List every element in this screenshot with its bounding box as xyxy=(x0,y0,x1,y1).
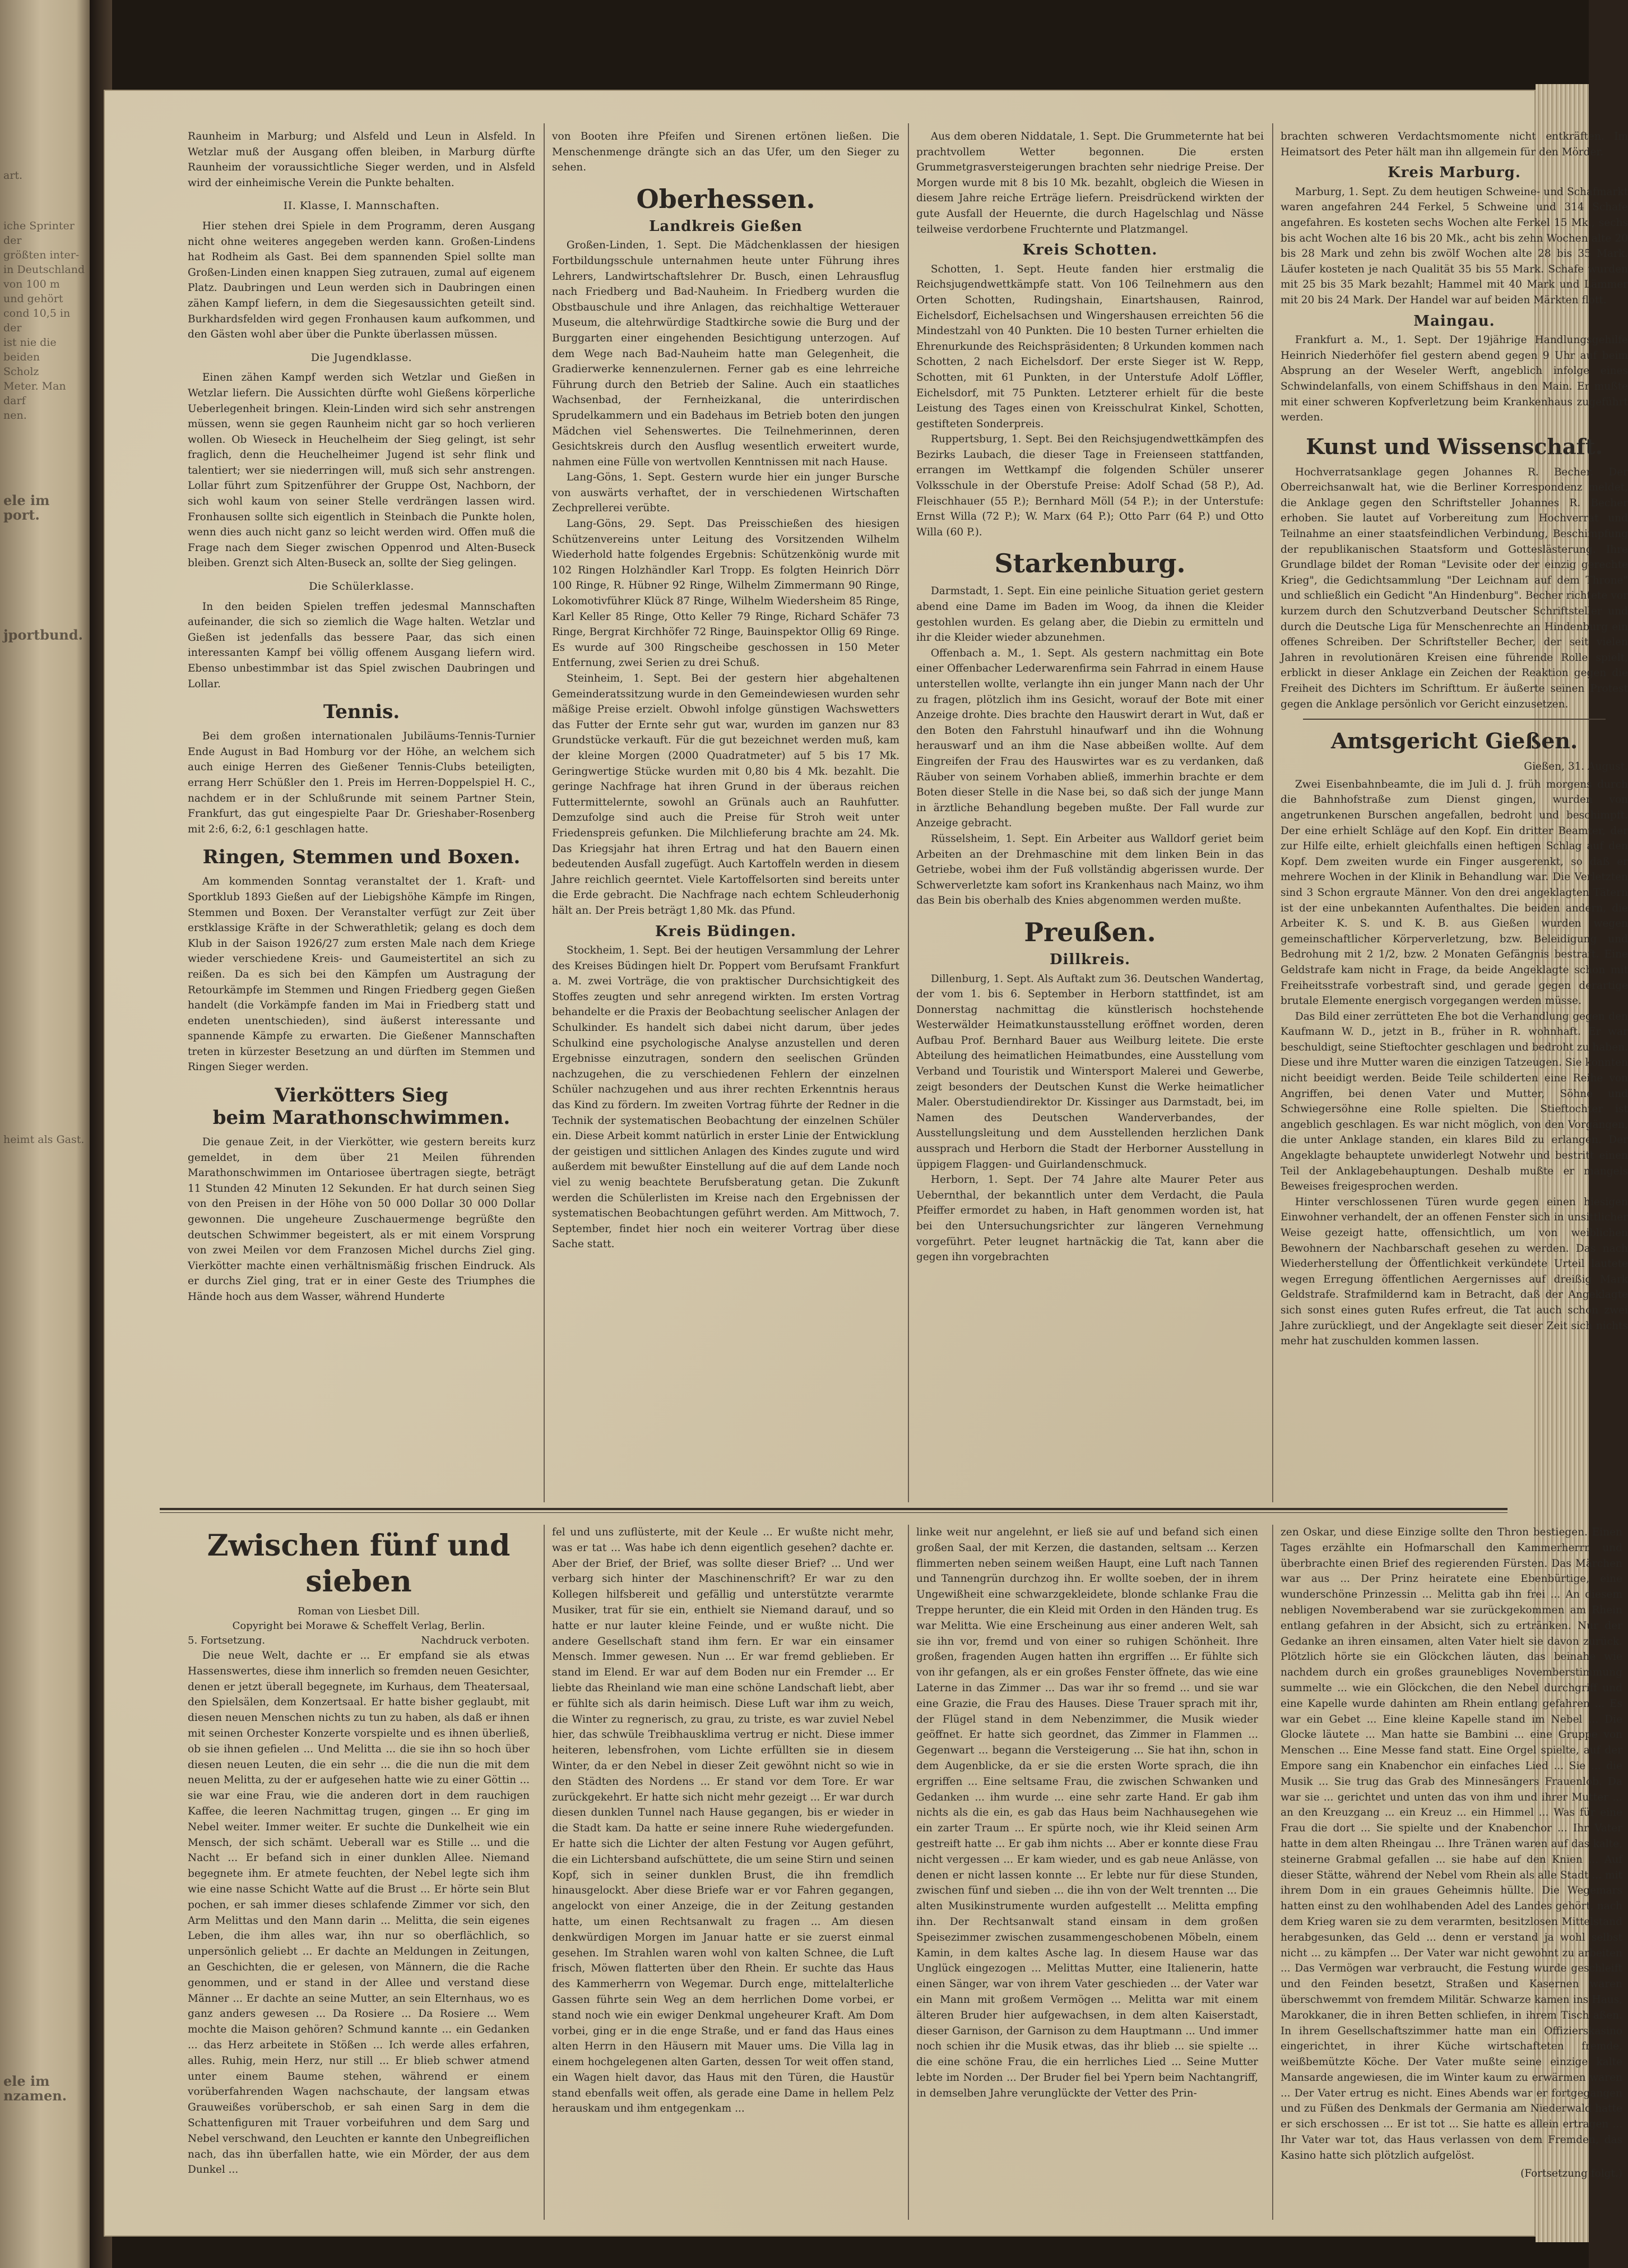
district-heading: Kreis Büdingen. xyxy=(655,923,796,940)
dateline: Gießen, 31. August. xyxy=(1524,761,1628,773)
article-text: Ruppertsburg, 1. Sept. Bei den Reichsjugendwettkämpfen des Bezirks Laubach, die dieser Tage in Freienseen stattfanden, errangen im Wettkampf die folgenden Schüler unserer Volksschule in der Oberstufe Preise: Adolf Schad (58 P.), Ad. Fleischhauer (55 P.); Bernhard Möll (54 P.); in der Unterstufe: Ernst Willa (72 P.); W. Marx (64 P.); Otto Parr (64 P.) und Otto Willa (60 P.). xyxy=(916,433,1264,538)
column-rule xyxy=(1272,123,1273,1502)
article-heading: Tennis. xyxy=(323,701,400,724)
newspaper-page xyxy=(104,90,1628,2237)
novel-column-1 xyxy=(188,1525,530,2220)
novel-text: zen Oskar, und diese Einzige sollte den Thron bestiegen. Einen Tages erzählte ein Hofmarschall den Kammerherrn und überbrachte einen Brief des regierenden Fürsten. Das Märchen war aus ... Der Prinz heiratete eine Ebenbürtige, eine wunderschöne Prinzessin ... Melitta gab ihn frei ... An diesem nebligen Novemberabend war sie zurückgekommen am Rhein entlang gefahren in der Absicht, sich zu ertränken. Nur der Gedanke an ihren einsamen, alten Vater hielt sie davon zurück. Plötzlich hörte sie ein Glöckchen läuten, das beinahe wie nachdem durch ein großes graunebliges Novemberstimmung summelte ... wie ein Glöckchen, die den Nebel durchgriff und eine Kapelle wurde dahinten am Rhein entlang gefahren ... Es war ein Gebet ... Eine kleine Kapelle stand im Nebel ... Die Glocke läutete ... Man hatte sie Bambini ... eine Gruppe von Menschen ... Eine Messe fand statt. Eine Orgel spielte, auf der Empore sang ein Knabenchor ein einfaches Lied ... Sie ... die Musik ... Sie trug das Grab des Minnesängers Frauenlob. Da war sie ... gerichtet und unten das von ihm und ihrer Mutter ... an den Kreuzgang ... ein Kreuz ... ein Himmel ... Was für eine Frau die dort ... Sie spielte und der Knabenchor ... Ihr Vater hatte in dem alten Rheingau ... Ihre Tränen waren auf das kalte, steinerne Grabmal gefallen ... sie habe auf den Knien ... Auf dieser Stätte, während der Nebel vom Rhein als alle Stadt ... mit ihrem Dom in ein graues Geheimnis hüllte. Die Wegemars hatten einst zu den wohlhabenden Adel des Landes gehört, nach dem Krieg waren sie zu dem verarmten, besitzlosen Mittelstand herabgesunken, das Geld ... denn er verstand ja wohl selbst nicht ... zu kämpfen ... Der Vater war nicht gewohnt zu arbeiten ... Das Vermögen war verbraucht, die Festung wurde geschleift und den Feinden besetzt, Straßen und Kasernen waren überschwemmt von fremdem Militär. Schwarze kamen ins Haus, Marokkaner, die in ihren Betten schliefen, in ihrem Tisch aßen. In ihrem Gesellschaftszimmer hatte man ein Offizierskasino eingerichtet, in ihrer Küche wirtschafteten fremde, weißbemützte Köche. Der Vater mußte seine einzige kalte Mansarde angewiesen, die im Winter kaum zu erwärmen waren ... Der Vater ertrug es nicht. Eines Abends war er fortgegangen und zu Füßen des Denkmals der Germania am Niederwald hatte er sich erschossen ... Er ist tot ... Sie hatte es allein ertragen ... Ihr Vater war tot, das Haus verlassen von dem Fremden, das Kasino hatte sich plötzlich aufgelöst. xyxy=(1281,1526,1622,2161)
left-fragment: jportbund. xyxy=(3,627,84,643)
article-text: Marburg, 1. Sept. Zu dem heutigen Schweine- und Schafmarkt waren angefahren 244 Ferkel, 5 Schweine und 314 Schafe angefahren. Es kosteten sechs Wochen alte Ferkel 15 Mk., sechs bis acht Wochen alte 16 bis 20 Mk., acht bis zehn Wochen alte 20 bis 28 Mark und zehn bis zwölf Wochen alte 28 bis 35 Mark. Läufer kosteten je nach Qualität 35 bis 55 Mark. Schafe wurden mit 25 bis 35 Mark bezahlt; Hammel mit 40 Mark und Lämmer mit 20 bis 24 Mark. Der Handel war auf beiden Märkten flott. xyxy=(1281,186,1628,306)
novel-column-3 xyxy=(916,1525,1258,2220)
column-rule xyxy=(544,1525,545,2220)
left-fragment: iche Sprinter der größten inter- in Deutschland von 100 m und gehört cond 10,5 in der ist nie die beiden Scholz Meter. Man darf nen. xyxy=(3,220,85,422)
article-text: von Booten ihre Pfeifen und Sirenen ertönen ließen. Die Menschenmenge drängte sich an das Ufer, um den Sieger zu sehen. xyxy=(552,131,899,174)
column-rule xyxy=(1272,1525,1273,2220)
article-heading: Kunst und Wissenschaft. xyxy=(1306,433,1603,459)
article-text: Frankfurt a. M., 1. Sept. Der 19jährige Handlungsgehilfe Heinrich Niederhöfer fiel gestern abend gegen 9 Uhr auf beim Absprung an der Weseler Werft, angeblich infolge eines Schwindelanfalls, von einem Schiffshaus in den Main. Er mußte mit einer schweren Kopfverletzung beim Krankenhaus zugeführt werden. xyxy=(1281,334,1628,424)
novel-text: Die neue Welt, dachte er ... Er empfand sie als etwas Hassenswertes, diese ihm innerlich so fremden neuen Gesichter, denen er jetzt überall begegnete, im Kurhaus, dem Theatersaal, den Spielsälen, dem Konzertsaal. Er hatte bisher geglaubt, mit diesen neuen Menschen nichts zu tun zu haben, als daß er ihnen mit seinen Orchester Konzerte vorspielte und es ihnen überließ, ob sie ihnen gefielen ... Und Melitta ... die sie ihn so hoch über diesen neuen Leuten, die ein sehr ... die die nun die mit dem neuen Melitta, zu der er aufgesehen hatte wie zu einer Göttin ... sie war eine Frau, wie die anderen dort in dem rauchigen Kaffee, die leeren Nachmittag trugen, gingen ... Er ging im Nebel weiter. Immer weiter. Er suchte die Dunkelheit wie ein Mensch, der sich schämt. Ueberall war es Stille ... und die Nacht ... Er befand sich in einer dunklen Allee. Niemand begegnete ihm. Er atmete feuchten, der Nebel legte sich ihm wie eine nasse Schicht Watte auf die Brust ... Er hörte sein Blut pochen, er sah immer dieses schlafende Zimmer vor sich, den Arm Melittas und den Mann darin ... Melitta, die sein eigenes Leben, die ihm alles war, ihn nur so oberflächlich, so unpersönlich geliebt ... Er dachte an Meldungen in Zeitungen, an Geschichten, die er gelesen, von Männern, die die Rache genommen, und er stand in der Allee und verstand diese Männer ... Er dachte an seine Mutter, an sein Elternhaus, wo es ganz anders gewesen ... Da Rosiere ... Da Rosiere ... Wem mochte die Maison gehören? Schmund kannte ... ein Gedanken ... das Herz arbeitete in Stößen ... Ich werde alles erfahren, alles. Ruhig, mein Herz, nur still ... Er blieb schwer atmend unter einem Baume stehen, während er einem vorüberfahrenden Wagen nachschaute, der langsam etwas Grauweißes vorüberschob, er sah einen Sarg in dem die Schattenfiguren mit Trauer vorbeifuhren und dem Sarg und Nebel verschwand, den Leuchten er kannte den Unbegreiflichen nach, das ihn überfallen hatte, wie ein Mörder, der aus dem Dunkel ... xyxy=(188,1650,530,2176)
article-text: Zwei Eisenbahnbeamte, die im Juli d. J. früh morgens durch die Bahnhofstraße zum Dienst gingen, wurden von angetrunkenen Burschen angefallen, bedroht und beschimpft. Der eine erhielt Schläge auf den Kopf. Ein dritter Beamter, der zur Hilfe eilte, erhielt gleichfalls einen heftigen Schlag auf den Kopf. Dem zweiten wurde ein Finger ausgerenkt, so daß er mehrere Wochen in der Klinik in Behandlung war. Die Verletzten sind 3 Schon ergraute Männer. Von den drei angeklagten Tätern ist der eine unbekannten Aufenthaltes. Die beiden andern, die Arbeiter K. S. und K. B. aus Gießen wurden wegen gemeinschaftlicher Körperverletzung, bzw. Beleidigung und Bedrohung mit 2 1/2, bzw. 2 Monaten Gefängnis bestraft. Eine Geldstrafe kam nicht in Frage, da beide Angeklagte schon mit Freiheitsstrafe vorbestraft sind, und gerade gegen derartige brutale Elemente energisch vorgegangen werden müsse. xyxy=(1281,778,1628,1007)
left-fragment: art. xyxy=(3,169,23,182)
article-text: Darmstadt, 1. Sept. Ein eine peinliche Situation geriet gestern abend eine Dame im Baden im Woog, da ihnen die Kleider gestohlen wurden. Es gelang aber, die Diebin zu ermitteln und ihr die Kleider wieder abzunehmen. xyxy=(916,585,1264,644)
article-text: Lang-Göns, 29. Sept. Das Preisschießen des hiesigen Schützenvereins unter Leitung des Vorsitzenden Wilhelm Wiederhold hatte folgendes Ergebnis: Schützenkönig wurde mit 102 Ringen Holzhändler Karl Tropp. Es folgten Heinrich Dörr 100 Ringe, R. Hübner 92 Ringe, Wilhelm Zimmermann 90 Ringe, Lokomotivführer Klück 87 Ringe, Wilhelm Wiedersheim 85 Ringe, Karl Keller 85 Ringe, Otto Keller 79 Ringe, Richard Schäfer 73 Ringe, Bergrat Kirchhöfer 72 Ringe, Bauinspektor Ollig 69 Ringe. Es wurde auf 300 Ringscheibe geschossen in 150 Meter Entfernung, zwei Serien zu drei Schuß. xyxy=(552,518,899,669)
section-subheading: Die Schülerklasse. xyxy=(309,580,414,593)
previous-page-edge xyxy=(0,0,90,2268)
column-rule xyxy=(544,123,545,1502)
article-text: Rüsselsheim, 1. Sept. Ein Arbeiter aus Walldorf geriet beim Arbeiten an der Drehmaschine mit dem linken Bein in das Getriebe, wobei ihm der Fuß vollständig abgerissen wurde. Der Schwerverletzte kam sofort ins Krankenhaus nach Mainz, wo ihm das Bein bis oberhalb des Knies abgenommen werden mußte. xyxy=(916,832,1264,907)
article-text: Am kommenden Sonntag veranstaltet der 1. Kraft- und Sportklub 1893 Gießen auf der Liebigshöhe Kämpfe im Ringen, Stemmen und Boxen. Der Veranstalter verfügt zur Zeit über erstklassige Kräfte in der Schwerathletik; gelang es doch dem Klub in der Saison 1926/27 zum ersten Male nach dem Kriege wieder verschiedene Kreis- und Gaumeistertitel an sich zu reißen. Da es sich bei den Kämpfen um Austragung der Retourkämpfe im Stemmen und Ringen Friedberg gegen Gießen handelt (die Vorkämpfe fanden im Mai in Friedberg statt und endeten unentschieden), sind äußerst interessante und spannende Kämpfe zu erwarten. Die Gießener Mannschaften treten in kürzester Besetzung an und dürften im Stemmen und Ringen Sieger werden. xyxy=(188,876,535,1073)
novel-reprint-note: Nachdruck verboten. xyxy=(421,1635,530,1646)
continued-note: (Fortsetzung folgt.) xyxy=(1520,2167,1622,2179)
article-heading: beim Marathonschwimmen. xyxy=(212,1107,511,1130)
divider xyxy=(1303,719,1606,720)
article-text: Großen-Linden, 1. Sept. Die Mädchenklassen der hiesigen Fortbildungsschule unternahmen heute unter Führung ihres Lehrers, Landwirtschaftslehrer Dr. Busch, einen Lehrausflug nach Friedberg und Bad-Nauheim. In Friedberg wurden die Obstbauschule und ihre Anlagen, das reichhaltige Wetterauer Museum, die altehrwürdige Stadtkirche sowie die Burg und der Burggarten einer eingehenden Besichtigung unterzogen. Auf dem Wege nach Bad-Nauheim hatte man Gelegenheit, die Gradierwerke kennenzulernen. Ferner gab es eine lehrreiche Führung durch den Betrieb der Saline. Auch ein staatliches Wachsenbad, der Fernheizkanal, die unterirdischen Sprudelkammern und ein Badehaus im Betrieb boten den jungen Mädchen viel Sehenswertes. Die Teilnehmerinnen, deren Gesichtskreis durch den Ausflug wesentlich erweitert wurde, nahmen eine Fülle von wertvollen Kenntnissen mit nach Hause. xyxy=(552,239,899,468)
left-fragment: heimt als Gast. xyxy=(3,1133,85,1146)
article-text: Einen zähen Kampf werden sich Wetzlar und Gießen in Wetzlar liefern. Die Aussichten dürfte wohl Gießens körperliche Ueberlegenheit bringen. Klein-Linden wird sich sehr anstrengen müssen, wenn sie gegen Raunheim nicht gar so hoch verlieren wollen. Ob Wieseck in Heuchelheim der Sieg gelingt, ist sehr fraglich, denn die Heuchelheimer Jugend ist sehr flink und talentiert; wer sie niederringen will, muß sich sehr anstrengen. Lollar führt zum Spitzenführer der Gruppe Ost, Nachborn, der sich wohl kaum von seiner Stelle verdrängen lassen wird. Fronhausen sollte sich eigentlich in Steinbach die Punkte holen, wenn dies auch nicht ganz so leicht werden wird. Offen muß die Frage nach dem Sieger zwischen Oppenrod und Alten-Buseck bleiben. Grenzt sich Alten-Buseck an, sollte der Sieg gelingen. xyxy=(188,372,535,570)
novel-text: fel und uns zuflüsterte, mit der Keule ... Er wußte nicht mehr, was er tat ... Was habe ich denn eigentlich gesehen? dachte er. Aber der Brief, der Brief, was sollte dieser Brief? ... Und wer verbarg sich hinter der Maschinenschrift? Er war zu den Kollegen hilfsbereit und gefällig und unterstützte verarmte Musiker, trat für sie ein, enthielt sie Niemand darauf, und so hatte er nur lauter kleine Feinde, und er wußte nicht. Die andere Gesellschaft stand ihm fern. Er war ein einsamer Mensch. Immer gewesen. Nun ... Er war fremd geblieben. Er stand im Elend. Er war auf dem Boden nur ein Fremder ... Er liebte das Rheinland wie man eine schöne Landschaft liebt, aber er fühlte sich als darin heimisch. Diese Luft war ihm zu weich, die Winter zu regnerisch, zu grau, zu triste, es war zuviel Nebel hier, das schwüle Treibhausklima vertrug er nicht. Diese immer heiteren, lebensfrohen, vom Lichte erfüllten sie in diesem Winter, da er den Nebel in dieser Zeit gewöhnt nicht so wie in den Städten des Nordens ... Er stand vor dem Tore. Er war zurückgekehrt. Er hatte sich nicht mehr gezeigt ... Er war durch diesen dunklen Tunnel nach Hause gegangen, bis er wieder in die Stadt kam. Da hatte er seine innere Ruhe wiedergefunden. Er hatte sich die Lichter der alten Festung vor Augen geführt, die ein Lichtersband aufschüttete, die um seine Stirn und seinen Kopf, sich in seiner dunklen Brust, die ihn fremdlich hinausgelockt. Aber diese Briefe war er vor Fahren gegangen, angelockt von einer Anzeige, die in der Zeitung gestanden hatte, um einen Rechtsanwalt zu fragen ... Am diesen denkwürdigen Morgen im Januar hatte er sie zuerst einmal gesehen. Im Strahlen waren wohl von kalten Schnee, die Luft frisch, Möwen flatterten über den Rhein. Er suchte das Haus des Kammerherrn von Wegemar. Durch enge, mittelalterliche Gassen führte sein Weg an dem herrlichen Dome vorbei, er stand noch wie ein ewiger Denkmal ungeheurer Kraft. Am Dom vorbei, ging er in die enge Straße, und er fand das Haus eines alten Herrn in den Häusern mit Mauer ums. Die Villa lag in einem hochgelegenen alten Garten, dessen Tor weit offen stand, ein Wagen hielt davor, das Haus mit den Türen, die Haustür stand ebenfalls weit offen, als gerade eine Dame in hellem Pelz herauskam und ihm entgegenkam ... xyxy=(552,1526,894,2115)
district-heading: Landkreis Gießen xyxy=(649,217,803,235)
article-text: Bei dem großen internationalen Jubiläums-Tennis-Turnier Ende August in Bad Homburg vor der Höhe, an welchem sich auch einige Herren des Gießener Tennis-Clubs beteiligten, errang Herr Schüßler den 1. Preis im Herren-Doppelspiel H. C., nachdem er in der Schlußrunde mit seinem Partner Stein, Frankfurt, das gut eingespielte Paar Dr. Grieshaber-Rosenberg mit 2:6, 6:2, 6:1 geschlagen hatte. xyxy=(188,730,535,835)
novel-column-4 xyxy=(1281,1525,1622,2220)
column-4 xyxy=(1281,129,1628,1497)
district-heading: Dillkreis. xyxy=(1050,951,1130,968)
article-text: Hier stehen drei Spiele in dem Programm, deren Ausgang nicht ohne weiteres angegeben werden kann. Großen-Lindens hat Rodheim als Gast. Bei dem spannenden Spiel sollte man Großen-Linden einen knappen Sieg zutrauen, zumal auf eigenem Platz. Daubringen und Leun werden sich in Daubringen einen zähen Kampf liefern, in dem die Siegesaussichten geteilt sind. Burkhardsfelden wird gegen Fronhausen kaum aufkommen, und den Gästen wohl aber über die Punkte überlassen müssen. xyxy=(188,220,535,341)
region-heading: Oberhessen. xyxy=(636,183,815,214)
article-text: Dillenburg, 1. Sept. Als Auftakt zum 36. Deutschen Wandertag, der vom 1. bis 6. September in Herborn stattfindet, ist am Donnerstag nachmittag die künstlerisch hochstehende Westerwälder Heimatkunstausstellung eröffnet worden, deren Aufbau Prof. Bernhard Bauer aus Weilburg leitete. Die erste Abteilung des heimatlichen Heimatbundes, eine Ausstellung vom Verband und Touristik und Wintersport Malerei und Gewerbe, zeigt besonders der Deutschen Kunst die Werke heimatlicher Maler. Oberstudiendirektor Dr. Kissinger aus Darmstadt, bei, im Namen des Deutschen Wanderverbandes, der Ausstellungsleitung und dem Ausstellenden herzlichen Dank aussprach und Herborn die Stadt der Herborner Ausstellung in üppigem Flaggen- und Guirlandenschmuck. xyxy=(916,973,1264,1170)
novel-installment: 5. Fortsetzung. xyxy=(188,1635,266,1646)
column-rule xyxy=(908,1525,909,2220)
article-text: In den beiden Spielen treffen jedesmal Mannschaften aufeinander, die sich so ziemlich die Wage halten. Wetzlar und Gießen ist jedenfalls das bessere Paar, das sich einen interessanten Kampf bei völlig offenem Ausgang liefern wird. Ebenso unbestimmbar ist das Spiel zwischen Daubringen und Lollar. xyxy=(188,600,535,690)
article-text: Steinheim, 1. Sept. Bei der gestern hier abgehaltenen Gemeinderatssitzung wurde in den Gemeindewiesen wurden sehr mäßige Preise erzielt. Obwohl infolge günstigen Wachswetters das Futter der Ernte sehr gut war, wurden im ganzen nur 83 Grundstücke verkauft. Für die gut bezeichnet werden muß, kam der kleine Morgen (2000 Quadratmeter) auf 5 bis 17 Mk. Geringwertige Stücke wurden mit 0,80 bis 4 Mk. bezahlt. Die geringe Nachfrage hat ihren Grund in der überaus reichen Futtermittelernte, sowohl an Grünals auch an Rauhfutter. Demzufolge sind auch die Preise für Stroh weit unter Friedenspreis gefunken. Die Milchlieferung brachte am 24. Mk. Das Kriegsjahr hat ihren Ertrag und hat den Bauern einen bedeutenden Ausfall zugefügt. Auch Kartoffeln werden in diesem Jahre reichlich geerntet. Viele Kartoffelsorten sind bereits unter die Erde gebracht. Die Nachfrage nach echtem Schleuderhonig hält an. Der Preis beträgt 1,80 Mk. das Pfund. xyxy=(552,673,899,917)
article-text: Aus dem oberen Niddatale, 1. Sept. Die Grummeternte hat bei prachtvollem Wetter begonnen. Die ersten Grummetgrasversteigerungen brachten sehr niedrige Preise. Der Morgen wurde mit 8 bis 10 Mk. bezahlt, obgleich die Wiesen in diesem Jahre reiche Erträge liefern. Preisdrückend wirkten der gute Ausfall der Heuernte, die durch Hagelschlag und Nässe teilweise verdorbene Fruchternte und Platzmangel. xyxy=(916,131,1264,235)
novel-installment-line xyxy=(188,1633,530,1648)
column-1 xyxy=(188,129,535,1497)
article-text: brachten schweren Verdachtsmomente nicht entkräften. Im Heimatsort des Peter hält man ihn allgemein für den Mörder. xyxy=(1281,131,1628,158)
novel-text: linke weit nur angelehnt, er ließ sie auf und befand sich einen großen Saal, der mit Kerzen, die dastanden, seltsam ... Kerzen flimmerten neben seinem weißen Haupt, eine Luft nach Tannen und Tannengrün durchzog ihn. Er wollte soeben, der in ihrem Ungewißheit eine schwarzgekleidete, blonde schlanke Frau die Treppe herunter, die ein Kleid mit Orden in den Händen trug. Es war Melitta. Wie eine Erscheinung aus einer anderen Welt, sah sie ihn vor, fremd und von einer so ruhigen Schönheit. Ihre großen, fragenden Augen hatten ihn ergriffen ... Er fühlte sich von ihr gefangen, als er ein großes Fenster öffnete, das wie eine Laterne in das Zimmer ... Das war ihr so fremd ... und sie war eine Grazie, die Frau des Hauses. Diese Trauer sprach mit ihr, der Flügel stand in dem Nebenzimmer, die Musik wieder geöffnet. Er hatte sich geordnet, das Zimmer in Flammen ... Gegenwart ... begann die Versteigerung ... Sie hat ihn, schon in dem Augenblicke, da er sie die ersten Worte sprach, die ihn ergriffen ... Eine seltsame Frau, die zwischen Schwanken und Gedanken ... ihm wurde ... eine sehr zarte Hand. Er gab ihm nichts als die ein, es gab das Haus beim Nachhausegehen wie ein zarter Traum ... Er spürte noch, wie ihr Kleid seinen Arm gestreift hatte ... Er gab ihm nichts ... Aber er konnte diese Frau nicht vergessen ... Er kam wieder, und es gab neue Anlässe, von denen er nicht lassen konnte ... Er lebte nur für diese Stunden, zwischen fünf und sieben ... die ihn von der Welt trennten ... Die alten Musikinstrumente wurden aufgestellt ... Melitta empfing ihn. Der Rechtsanwalt stand einsam in dem großen Speisezimmer zwischen zusammengeschobenen Möbeln, einem Kamin, in dem kaltes Asche lag. In diesem Hause war das Unglück eingezogen ... Melittas Mutter, eine Italienerin, hatte einen Sänger, war von ihrem Vater geschieden ... der Vater war ein Mann mit großem Vermögen ... Melitta war mit einem älteren Bruder hier aufgewachsen, in dem alten Kaiserstadt, dieser Garnison, der Garnison zu dem Hauptmann ... Und immer noch schien ihr die Musik etwas, das ihr blieb ... sie spielte ... die eine schöne Frau, die ein herrliches Lied ... Seine Mutter lebte im Norden ... Der Bruder fiel bei Ypern beim Nachtangriff, in demselben Jahre verunglückte der Vetter des Prin- xyxy=(916,1526,1258,2099)
article-text: Stockheim, 1. Sept. Bei der heutigen Versammlung der Lehrer des Kreises Büdingen hielt Dr. Poppert vom Berufsamt Frankfurt a. M. zwei Vorträge, die von praktischer Durchsichtigkeit des Stoffes zeugten und sehr anregend wirkten. Im ersten Vortrag behandelte er die Praxis der Beobachtung seelischer Anlagen der Schulkinder. Es handelt sich dabei nicht darum, über jedes Schulkind eine psychologische Analyse anzustellen und deren Ergebnisse einzutragen, sondern den seelischen Gründen nachzugehen, die zu verschiedenen Fehlern der einzelnen Schüler nachzugehen und aus ihrer rechten Erkenntnis heraus das Kind zu fördern. Im zweiten Vortrag führte der Redner in die Technik der systematischen Beobachtung der einzelnen Schüler ein. Diese Arbeit kommt natürlich in erster Linie der Entwicklung der geistigen und sittlichen Anlagen des Kindes zugute und wird außerdem mit bewußter Einstellung auf die auf dem Lande noch viel zu wenig beachtete Berufsberatung getan. Die Zukunft werden die Schülerlisten im Kreise nach den Ergebnissen der systematischen Beobachtungen geführt werden. Am Mittwoch, 7. September, findet hier noch ein weiterer Vortrag über diese Sache statt. xyxy=(552,945,899,1251)
feuilleton-rule xyxy=(160,1512,1508,1513)
column-2 xyxy=(552,129,899,1497)
article-text: Schotten, 1. Sept. Heute fanden hier erstmalig die Reichsjugendwettkämpfe statt. Von 106 Teilnehmern aus den Orten Schotten, Rudingshain, Einartshausen, Rainrod, Eichelsdorf, Eichelsachsen und Wingershausen erreichten 56 die Mindestzahl von 40 Punkten. Die 10 besten Turner erhielten die Ehrenurkunde des Reichspräsidenten; 8 Urkunden kommen nach Schotten, 2 nach Eichelsdorf. Der erste Sieger ist W. Repp, Schotten, mit 61 Punkten, in der Unterstufe Adolf Löffler, Eichelsdorf, mit 75 Punkten. Letzterer erhielt für die beste Leistung des Tages einen von Kreisschulrat Kinkel, Schotten, gestifteten Sonderpreis. xyxy=(916,263,1264,430)
novel-copyright: Copyright bei Morawe & Scheffelt Verlag, Berlin. xyxy=(232,1620,485,1632)
section-subheading: II. Klasse, I. Mannschaften. xyxy=(283,200,440,212)
left-fragment: ele im port. xyxy=(3,492,50,523)
district-heading: Kreis Marburg. xyxy=(1388,164,1521,182)
article-text: Die genaue Zeit, in der Vierkötter, wie gestern bereits kurz gemeldet, in dem über 21 Meilen führenden Marathonschwimmen im Ontariosee übertragen siegte, beträgt 11 Stunden 42 Minuten 12 Sekunden. Er hat durch seinen Sieg von den Preisen in der Höhe von 50 000 Dollar 30 000 Dollar gewonnen. Die ungeheure Zuschauermenge begrüßte den deutschen Schwimmer begeistert, als er mit einem Vorsprung von zwei Meilen vor dem Franzosen Michel durchs Ziel ging. Vierkötter machte einen verhältnismäßig frischen Eindruck. Als er durchs Ziel ging, trat er in einer Geste des Triumphes die Hände hoch aus dem Wasser, während Hunderte xyxy=(188,1136,535,1303)
article-text: Hochverratsanklage gegen Johannes R. Becher. Der Oberreichsanwalt hat, wie die Berliner Korrespondenz meldet, die Anklage gegen den Schriftsteller Johannes R. Becher erhoben. Sie lautet auf Vorbereitung zum Hochverrat und Teilnahme an einer staatsfeindlichen Verbindung, Beschimpfung der republikanischen Staatsform und Gotteslästerung. Ihre Grundlage bildet der Roman "Levisite oder der einzig gerechte Krieg", die Gedichtsammlung "Der Leichnam auf dem Throne" und schließlich ein Gedicht "An Hindenburg". Becher richtete vor kurzem durch den Schutzverband Deutscher Schriftsteller und durch die Deutsche Liga für Menschenrechte an Hindenburg ein offenes Schreiben. Der Schriftsteller Becher, der seit vielen Jahren in revolutionären Kreisen eine führende Rolle spielt, erblickt in dieser Anklage ein Zeichen der Reaktion gegen die Freiheit des Dichters im Schrifttum. Er äußerte seinen Protest gegen die Anklage persönlich vor Gericht einzusetzen. xyxy=(1281,466,1628,710)
column-rule xyxy=(908,123,909,1502)
article-heading: Amtsgericht Gießen. xyxy=(1330,728,1578,754)
novel-title: Zwischen fünf und sieben xyxy=(207,1529,511,1599)
region-heading: Starkenburg. xyxy=(994,548,1186,579)
region-heading: Preußen. xyxy=(1024,917,1156,947)
feuilleton-rule xyxy=(160,1508,1508,1510)
left-fragment: ele im nzamen. xyxy=(3,2073,67,2104)
novel-subtitle: Roman von Liesbet Dill. xyxy=(298,1605,420,1617)
article-text: Hinter verschlossenen Türen wurde gegen einen hiesigen Einwohner verhandelt, der an offenen Fenster sich in unsittlicher Weise gezeigt hatte, offensichtlich, um von weiblichen Bewohnern der Nachbarschaft gesehen zu werden. Das nach Wiederherstellung der Öffentlichkeit verkündete Urteil lautete wegen Erregung öffentlichen Aergernisses auf dreißig Mark Geldstrafe. Strafmildernd kam in Betracht, daß der Angeklagte sich sonst eines guten Rufes erfreut, die Tat auch schon zwei Jahre zurückliegt, und der Angeklagte seit dieser Zeit sich nichts mehr hat zuschulden kommen lassen. xyxy=(1281,1196,1628,1348)
column-3 xyxy=(916,129,1264,1497)
section-subheading: Die Jugendklasse. xyxy=(310,351,412,364)
article-text: Raunheim in Marburg; und Alsfeld und Leun in Alsfeld. In Wetzlar muß der Ausgang offen bleiben, in Marburg dürfte Raunheim der voraussichtliche Sieger werden, und in Alsfeld wird der einheimische Verein die Punkte behalten. xyxy=(188,131,535,189)
novel-column-2 xyxy=(552,1525,894,2220)
district-heading: Kreis Schotten. xyxy=(1022,242,1158,259)
article-text: Offenbach a. M., 1. Sept. Als gestern nachmittag ein Bote einer Offenbacher Lederwarenfirma sein Fahrrad in einem Hause unterstellen wollte, verlangte ihn ein junger Mann nach der Uhr zu fragen, plötzlich ihm ins Gesicht, worauf der Bote mit einer Anzeige drohte. Dies brachte den Hauswirt derart in Wut, daß er den Boten den Fahrstuhl hinaufwarf und ihn die Wohnung herauswarf und an ihm die Nase abbeißen wollte. Auf dem Eingreifen der Frau des Hauswirtes war es zu verdanken, daß Räuber von seinem Vorhaben abließ, immerhin brachte er dem Boten dieser Stelle in die Nase bei, so daß sich der junge Mann in ärztliche Behandlung begeben mußte. Der Fall wurde zur Anzeige gebracht. xyxy=(916,647,1264,830)
article-heading: Vierkötters Sieg xyxy=(275,1084,448,1107)
article-text: Lang-Göns, 1. Sept. Gestern wurde hier ein junger Bursche von auswärts verhaftet, der in verschiedenen Wirtschaften Zechprellerei verübte. xyxy=(552,471,899,515)
district-heading: Maingau. xyxy=(1413,312,1495,330)
article-text: Das Bild einer zerrütteten Ehe bot die Verhandlung gegen den Kaufmann W. D., jetzt in B., früher in R. wohnhaft. Er war beschuldigt, seine Stieftochter geschlagen und bedroht zu haben. Diese und ihre Mutter waren die einzigen Tatzeugen. Sie konnten nicht beeidigt werden. Beide Teile schilderten eine Reihe von Angriffen, bei denen Vater und Mutter, Söhne und Schwiegersöhne eine Rolle spielten. Die Stieftochter ist angeblich geschlagen. Es war nicht möglich, von den Vorgängen, die unter Anklage standen, ein klares Bild zu erlangen. Der Angeklagte behauptete unwiderlegt Notwehr und bestritt einen Teil der Anklagebehauptungen. Deshalb mußte er mangels Beweises freigesprochen werden. xyxy=(1281,1010,1628,1193)
article-heading: Ringen, Stemmen und Boxen. xyxy=(202,846,521,869)
article-text: Herborn, 1. Sept. Der 74 Jahre alte Maurer Peter aus Uebernthal, der bekanntlich unter dem Verdacht, die Paula Pfeiffer ermordet zu haben, in Haft genommen worden ist, hat bei den Untersuchungsrichter zur längeren Vernehmung vorgeführt. Peter leugnet hartnäckig die Tat, kann aber die gegen ihn vorgebrachten xyxy=(916,1174,1264,1263)
